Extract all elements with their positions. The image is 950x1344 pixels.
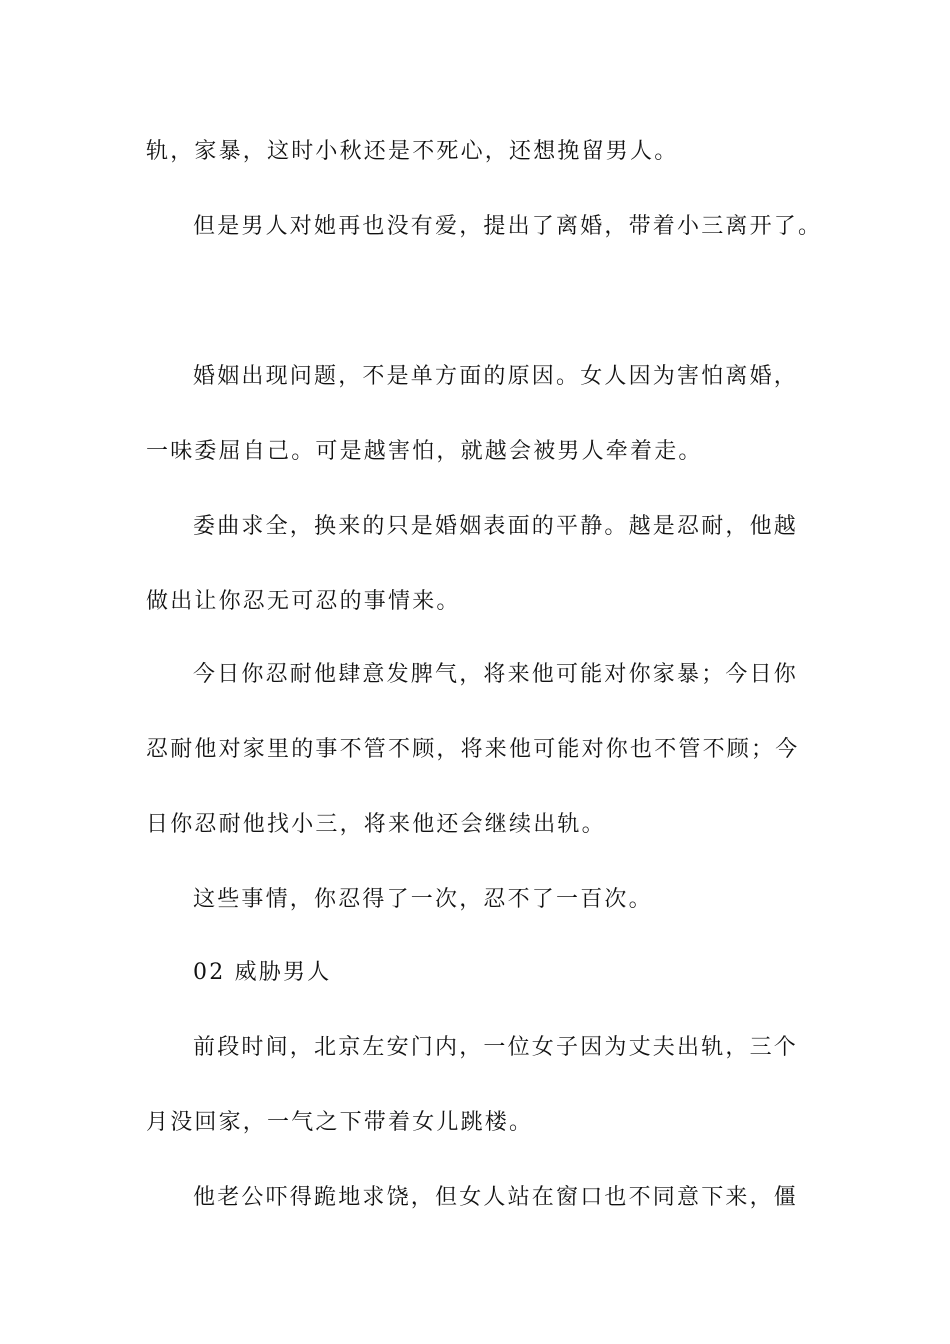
section-heading: 02 威胁男人 [193,960,332,985]
text-line: 委曲求全，换来的只是婚姻表面的平静。越是忍耐，他越 [193,514,799,539]
text-line: 这些事情，你忍得了一次，忍不了一百次。 [193,887,653,912]
text-line: 婚姻出现问题，不是单方面的原因。女人因为害怕离婚， [193,364,799,389]
text-line: 前段时间，北京左安门内，一位女子因为丈夫出轨，三个 [193,1035,799,1060]
text-line: 做出让你忍无可忍的事情来。 [146,589,461,614]
text-line: 轨，家暴，这时小秋还是不死心，还想挽留男人。 [146,139,679,164]
text-line: 忍耐他对家里的事不管不顾，将来他可能对你也不管不顾；今 [146,737,800,762]
text-line: 一味委屈自己。可是越害怕，就越会被男人牵着走。 [146,439,703,464]
text-line: 日你忍耐他找小三，将来他还会继续出轨。 [146,812,606,837]
text-line: 但是男人对她再也没有爱，提出了离婚，带着小三离开了。 [193,214,823,239]
text-line: 他老公吓得跪地求饶，但女人站在窗口也不同意下来，僵 [193,1185,799,1210]
text-line: 今日你忍耐他肆意发脾气，将来他可能对你家暴；今日你 [193,662,799,687]
text-line: 月没回家，一气之下带着女儿跳楼。 [146,1110,534,1135]
